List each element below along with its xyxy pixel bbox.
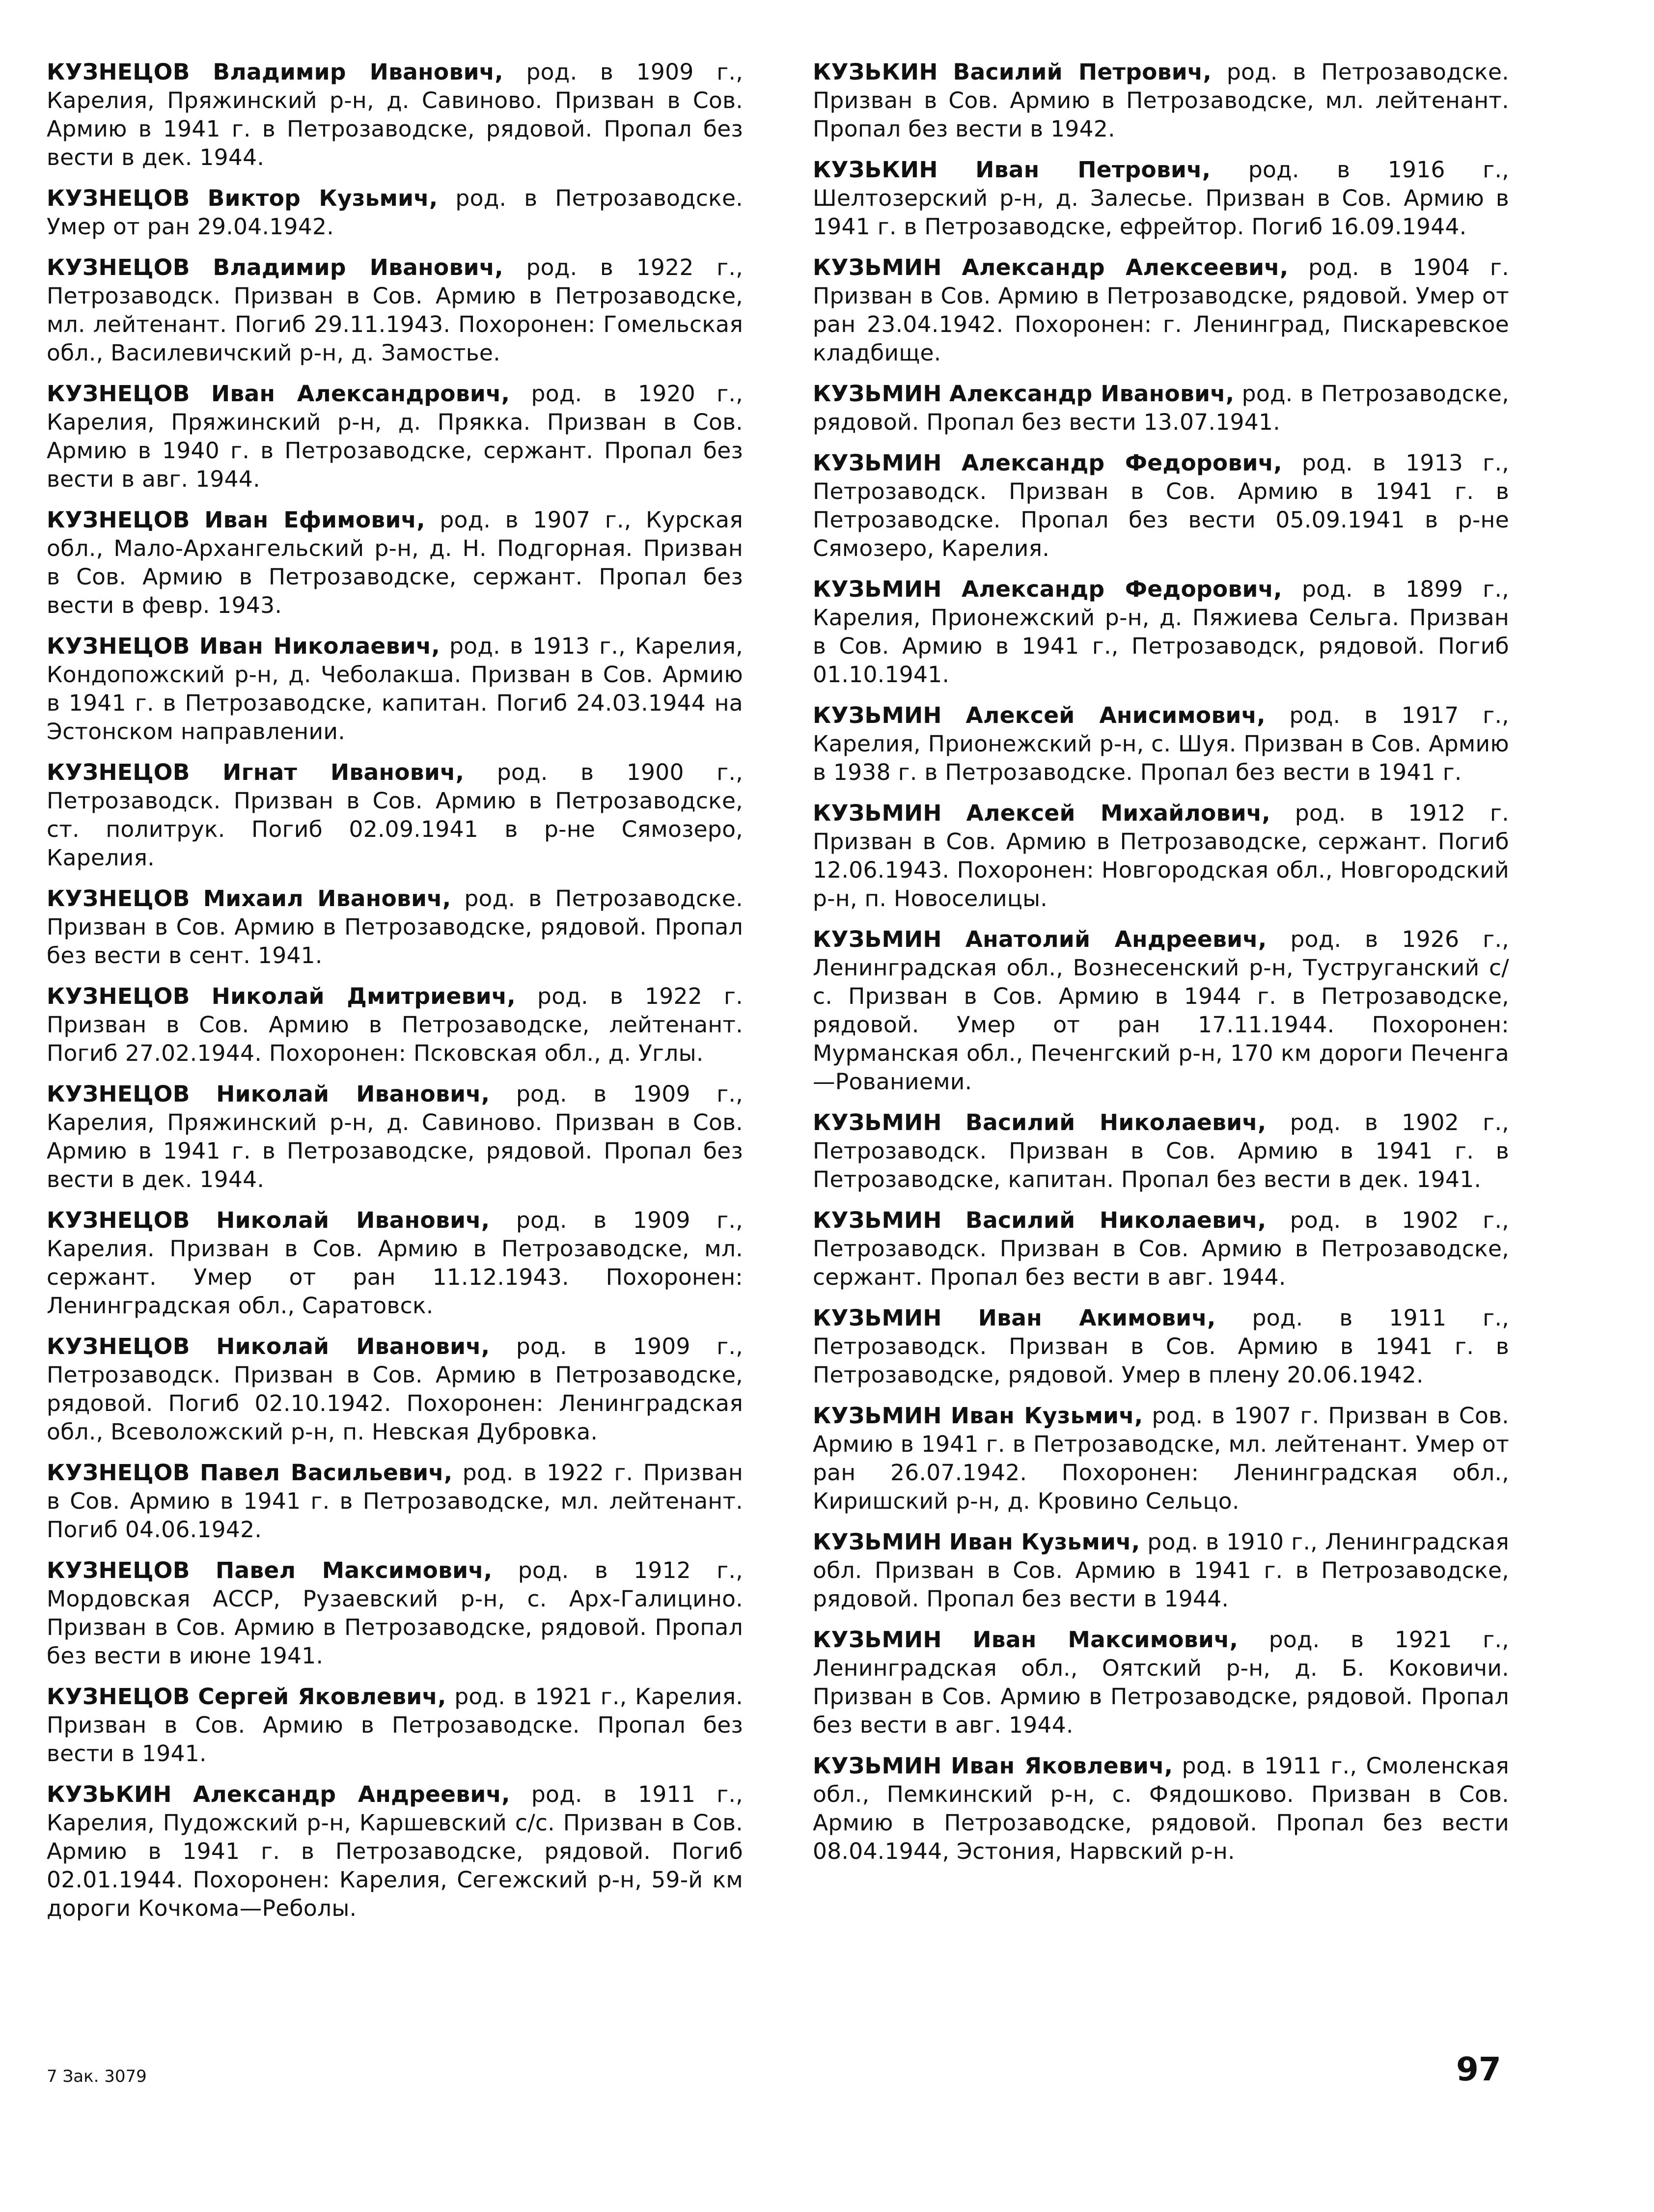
entry-details: род. в 1909 г., Карелия, Пряжинский р-н, д. Савиново. Призван в Сов. Армию в 1941 г. в Петрозаводске, рядовой. Пропал без вести в дек. 1944. (47, 59, 743, 170)
entry-surname: КУЗЬМИН (813, 1305, 942, 1331)
entry-details: род. в 1920 г., Карелия, Пряжинский р-н, д. Прякка. Призван в Сов. Армию в 1940 г. в Петрозаводске, сержант. Пропал без вести в авг. 1944. (47, 381, 744, 492)
entry-surname: КУЗНЕЦОВ (47, 1333, 190, 1359)
entry-given-name: Анатолий Андреевич, (965, 926, 1267, 952)
entry-details: род. в 1910 г., Ленинградская обл. Призван в Сов. Армию в 1941 г. в Петрозаводске, рядовой. Пропал без вести в 1944. (813, 1529, 1510, 1612)
entry-given-name: Павел Максимович, (215, 1557, 493, 1583)
list-item (813, 380, 1509, 437)
entry-surname: КУЗЬМИН (813, 702, 942, 728)
entry-given-name: Александр Федорович, (961, 450, 1282, 476)
entry-details: род. в 1899 г., Карелия, Прионежский р-н, д. Пяжиева Сельга. Призван в Сов. Армию в 1941 г., Петрозаводск, рядовой. Погиб 01.10.1941. (813, 576, 1510, 688)
entry-surname: КУЗНЕЦОВ (47, 1081, 190, 1107)
entry-given-name: Игнат Иванович, (222, 759, 465, 785)
entry-surname: КУЗНЕЦОВ (47, 254, 190, 280)
entry-surname: КУЗНЕЦОВ (47, 1684, 190, 1710)
entry-details: род. в 1913 г., Петрозаводск. Призван в Сов. Армию в 1941 г. в Петрозаводске. Пропал без вести 05.09.1941 в р-не Сямозеро, Карелия. (813, 450, 1510, 561)
list-item (813, 701, 1509, 787)
entry-surname: КУЗЬКИН (813, 59, 938, 85)
entry-given-name: Николай Дмитриевич, (211, 983, 516, 1009)
entry-surname: КУЗЬМИН (813, 254, 942, 280)
list-item (813, 1304, 1509, 1389)
list-item (813, 925, 1509, 1096)
list-item (813, 449, 1509, 563)
entry-details: род. в Петрозаводске. Призван в Сов. Армию в Петрозаводске, мл. лейтенант. Пропал без вести в 1942. (813, 59, 1510, 142)
list-item (813, 156, 1509, 241)
entry-details: род. в 1911 г., Петрозаводск. Призван в Сов. Армию в 1941 г. в Петрозаводске, рядовой. Умер в плену 20.06.1942. (813, 1305, 1510, 1388)
entry-given-name: Владимир Иванович, (213, 59, 503, 85)
entry-surname: КУЗЬМИН (813, 800, 942, 826)
printer-signature: 7 Зак. 3079 (47, 2067, 147, 2086)
list-item (47, 253, 743, 367)
entry-surname: КУЗНЕЦОВ (47, 1557, 190, 1583)
entry-surname: КУЗНЕЦОВ (47, 983, 190, 1009)
entry-surname: КУЗЬМИН (813, 926, 942, 952)
entry-given-name: Александр Федорович, (961, 576, 1282, 602)
page-number: 97 (1456, 2050, 1501, 2088)
entry-given-name: Владимир Иванович, (213, 254, 503, 280)
entry-surname: КУЗНЕЦОВ (47, 1460, 190, 1486)
list-item (47, 1206, 743, 1320)
entry-given-name: Николай Иванович, (216, 1207, 490, 1233)
right-column (813, 58, 1509, 1878)
list-item (47, 1780, 743, 1923)
entry-details: род. в 1926 г., Ленинградская обл., Вознесенский р-н, Туструганский с/с. Призван в Сов. Армию в 1944 г. в Петрозаводске, рядовой. Умер от ран 17.11.1944. Похоронен: Мурманская обл., Печенгский р-н, 170 км дороги Печенга—Рованиеми. (813, 926, 1510, 1095)
list-item (47, 1683, 743, 1768)
left-column (47, 58, 743, 1935)
list-item (47, 758, 743, 872)
entry-details: род. в 1921 г., Карелия. Призван в Сов. Армию в Петрозаводске. Пропал без вести в 1941. (47, 1684, 744, 1767)
entry-given-name: Александр Иванович, (949, 381, 1235, 407)
entry-given-name: Иван Александрович, (211, 381, 510, 407)
entry-details: род. в Петрозаводске. Умер от ран 29.04.1942. (47, 185, 744, 240)
entry-surname: КУЗЬМИН (813, 1109, 942, 1135)
entry-surname: КУЗЬКИН (47, 1781, 172, 1807)
entry-details: род. в 1907 г., Курская обл., Мало-Архангельский р-н, д. Н. Подгорная. Призван в Сов. Армию в Петрозаводске, сержант. Пропал без вести в февр. 1943. (47, 507, 744, 618)
list-item (813, 799, 1509, 913)
list-item (813, 253, 1509, 367)
entry-given-name: Алексей Анисимович, (965, 702, 1266, 728)
entry-given-name: Иван Яковлевич, (951, 1753, 1173, 1779)
entry-surname: КУЗНЕЦОВ (47, 759, 190, 785)
entry-given-name: Иван Николаевич, (199, 633, 440, 659)
entry-given-name: Виктор Кузьмич, (207, 185, 438, 211)
entry-surname: КУЗЬМИН (813, 450, 942, 476)
list-item (813, 1206, 1509, 1292)
list-item (813, 1752, 1509, 1866)
list-item (47, 506, 743, 620)
entry-details: род. в 1913 г., Карелия, Кондопожский р-н, д. Чеболакша. Призван в Сов. Армию в 1941 г. в Петрозаводске, капитан. Погиб 24.03.1944 на Эстонском направлении. (47, 633, 743, 745)
entry-given-name: Василий Петрович, (953, 59, 1212, 85)
entry-given-name: Иван Кузьмич, (949, 1529, 1140, 1555)
entry-details: род. в 1921 г., Ленинградская обл., Оятский р-н, д. Б. Коковичи. Призван в Сов. Армию в Петрозаводске, рядовой. Пропал без вести в авг. 1944. (813, 1627, 1510, 1738)
entry-surname: КУЗНЕЦОВ (47, 885, 190, 912)
entry-surname: КУЗЬКИН (813, 157, 938, 183)
entry-surname: КУЗНЕЦОВ (47, 59, 190, 85)
entry-details: род. в 1909 г., Петрозаводск. Призван в Сов. Армию в Петрозаводске, рядовой. Погиб 02.10.1942. Похоронен: Ленинградская обл., Всеволожский р-н, п. Невская Дубровка. (47, 1333, 744, 1445)
entry-given-name: Иван Акимович, (978, 1305, 1216, 1331)
list-item (47, 58, 743, 172)
entry-given-name: Иван Ефимович, (204, 507, 425, 533)
entry-surname: КУЗНЕЦОВ (47, 633, 190, 659)
entry-details: род. в 1922 г. Призван в Сов. Армию в 1941 г. в Петрозаводске, мл. лейтенант. Погиб 04.06.1942. (47, 1460, 744, 1543)
list-item (813, 575, 1509, 689)
list-item (813, 58, 1509, 143)
entry-surname: КУЗНЕЦОВ (47, 1207, 190, 1233)
entry-details: род. в 1922 г., Петрозаводск. Призван в Сов. Армию в Петрозаводске, мл. лейтенант. Погиб 29.11.1943. Похоронен: Гомельская обл., Василевичский р-н, д. Замостье. (47, 254, 743, 366)
entry-details: род. в 1916 г., Шелтозерский р-н, д. Залесье. Призван в Сов. Армию в 1941 г. в Петрозаводске, ефрейтор. Погиб 16.09.1944. (813, 157, 1510, 240)
entry-details: род. в 1902 г., Петрозаводск. Призван в Сов. Армию в Петрозаводске, сержант. Пропал без вести в авг. 1944. (813, 1207, 1509, 1290)
entry-details: род. в 1911 г., Смоленская обл., Пемкинский р-н, с. Фядошково. Призван в Сов. Армию в Петрозаводске, рядовой. Пропал без вести 08.04.1944, Эстония, Нарвский р-н. (813, 1753, 1510, 1864)
entry-surname: КУЗНЕЦОВ (47, 381, 190, 407)
entry-details: род. в 1909 г., Карелия. Призван в Сов. Армию в Петрозаводске, мл. сержант. Умер от ран 11.12.1943. Похоронен: Ленинградская обл., Саратовск. (47, 1207, 744, 1319)
entry-given-name: Александр Андреевич, (193, 1781, 510, 1807)
entry-details: род. в 1922 г. Призван в Сов. Армию в Петрозаводске, лейтенант. Погиб 27.02.1944. Похоронен: Псковская обл., д. Углы. (47, 983, 743, 1066)
entry-given-name: Павел Васильевич, (199, 1460, 453, 1486)
entry-details: род. в 1902 г., Петрозаводск. Призван в Сов. Армию в 1941 г. в Петрозаводске, капитан. Пропал без вести в дек. 1941. (813, 1109, 1509, 1192)
entry-surname: КУЗЬМИН (813, 1529, 942, 1555)
entry-given-name: Иван Кузьмич, (950, 1403, 1143, 1429)
entry-details: род. в 1917 г., Карелия, Прионежский р-н, с. Шуя. Призван в Сов. Армию в 1938 г. в Петрозаводске. Пропал без вести в 1941 г. (813, 702, 1510, 785)
entry-surname: КУЗЬМИН (813, 381, 942, 407)
entry-details: род. в 1911 г., Карелия, Пудожский р-н, Каршевский с/с. Призван в Сов. Армию в 1941 г. в Петрозаводске, рядовой. Погиб 02.01.1944. Похоронен: Карелия, Сегежский р-н, 59-й км дороги Кочкома—Реболы. (47, 1781, 744, 1921)
list-item (47, 885, 743, 970)
entry-given-name: Александр Алексеевич, (962, 254, 1289, 280)
list-item (813, 1108, 1509, 1194)
list-item (813, 1528, 1509, 1613)
entry-given-name: Николай Иванович, (216, 1333, 490, 1359)
list-item (47, 380, 743, 494)
entry-surname: КУЗЬМИН (813, 1207, 942, 1233)
list-item (47, 1080, 743, 1194)
entry-details: род. в 1912 г., Мордовская АССР, Рузаевский р-н, с. Арх-Галицино. Призван в Сов. Армию в Петрозаводске, рядовой. Пропал без вести в июне 1941. (47, 1557, 744, 1669)
list-item (47, 1556, 743, 1670)
entry-surname: КУЗЬМИН (813, 1753, 942, 1779)
entry-details: род. в 1900 г., Петрозаводск. Призван в Сов. Армию в Петрозаводске, ст. политрук. Погиб 02.09.1941 в р-не Сямозеро, Карелия. (47, 759, 743, 871)
entry-given-name: Иван Петрович, (975, 157, 1211, 183)
entry-surname: КУЗНЕЦОВ (47, 507, 190, 533)
entry-surname: КУЗЬМИН (813, 1627, 942, 1653)
entry-surname: КУЗЬМИН (813, 576, 942, 602)
entry-details: род. в 1904 г. Призван в Сов. Армию в Петрозаводске, рядовой. Умер от ран 23.04.1942. Похоронен: г. Ленинград, Пискаревское кладбище. (813, 254, 1510, 366)
list-item (813, 1402, 1509, 1516)
entry-given-name: Михаил Иванович, (203, 885, 451, 912)
list-item (47, 1332, 743, 1446)
list-item (47, 632, 743, 746)
entry-given-name: Василий Николаевич, (965, 1207, 1267, 1233)
entry-details: род. в 1909 г., Карелия, Пряжинский р-н, д. Савиново. Призван в Сов. Армию в 1941 г. в Петрозаводске, рядовой. Пропал без вести в дек. 1944. (47, 1081, 744, 1192)
entry-details: род. в 1907 г. Призван в Сов. Армию в 1941 г. в Петрозаводске, мл. лейтенант. Умер от ран 26.07.1942. Похоронен: Ленинградская обл., Киришский р-н, д. Кровино Сельцо. (813, 1403, 1510, 1514)
entry-details: род. в 1912 г. Призван в Сов. Армию в Петрозаводске, сержант. Погиб 12.06.1943. Похоронен: Новгородская обл., Новгородский р-н, п. Новоселицы. (813, 800, 1510, 912)
entry-details: род. в Петрозаводске. Призван в Сов. Армию в Петрозаводске, рядовой. Пропал без вести в сент. 1941. (47, 885, 743, 968)
entry-given-name: Иван Максимович, (972, 1627, 1239, 1653)
entry-details: род. в Петрозаводске, рядовой. Пропал без вести 13.07.1941. (813, 381, 1509, 435)
entry-given-name: Сергей Яковлевич, (198, 1684, 446, 1710)
entry-given-name: Алексей Михайлович, (966, 800, 1271, 826)
list-item (47, 1459, 743, 1544)
list-item (47, 184, 743, 241)
entry-surname: КУЗНЕЦОВ (47, 185, 190, 211)
entry-given-name: Василий Николаевич, (965, 1109, 1267, 1135)
list-item (813, 1626, 1509, 1740)
entry-given-name: Николай Иванович, (216, 1081, 490, 1107)
entry-surname: КУЗЬМИН (813, 1403, 942, 1429)
list-item (47, 982, 743, 1068)
